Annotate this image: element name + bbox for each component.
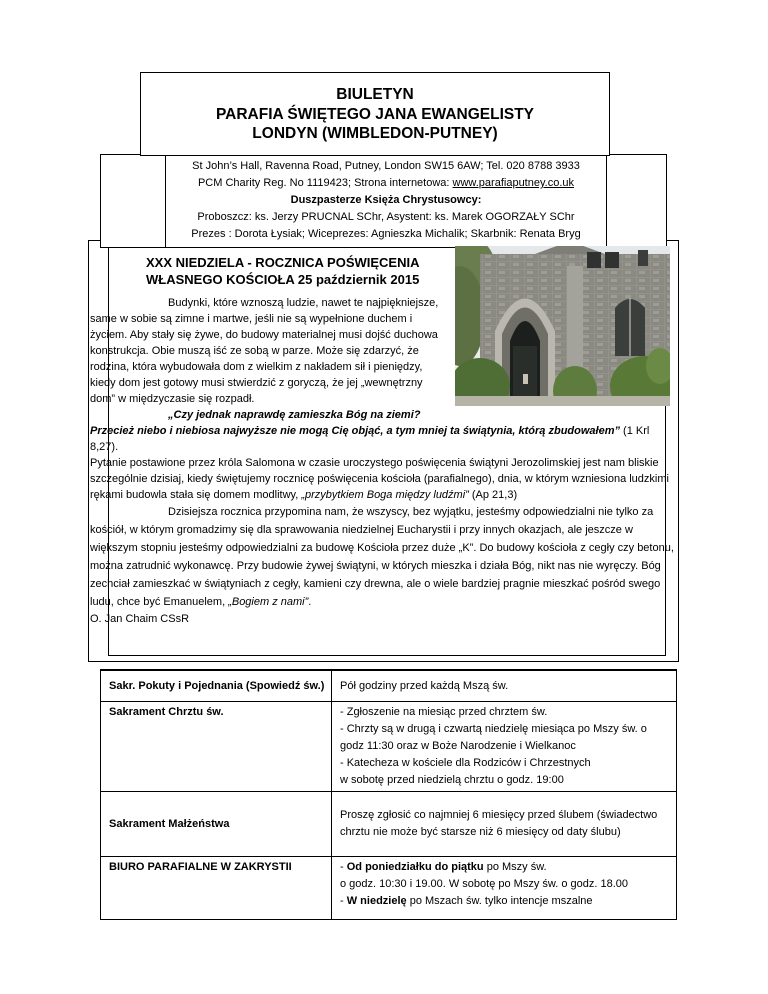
row-label: Sakrament Chrztu św. (101, 702, 332, 792)
para3-italic: „Bogiem z nami” (228, 596, 309, 608)
para2-italic: „przybytkiem Boga między ludźmi” (301, 489, 469, 501)
office-hours-weekday: - Od poniedziałku do piątku po Mszy św. (340, 861, 547, 873)
sacraments-table (100, 669, 677, 920)
charity-text: PCM Charity Reg. No 1119423; Strona internetowa: (197, 177, 453, 189)
article-paragraph-3 (90, 503, 674, 611)
row-label: Sakr. Pokuty i Pojednania (Spowiedź św.) (101, 670, 332, 702)
charity-line (166, 175, 606, 192)
quote-line-1: „Czy jednak naprawdę zamieszka Bóg na ziemi? (168, 409, 421, 421)
table-row (101, 702, 677, 792)
council-line: Prezes : Dorota Łysiak; Wiceprezes: Agnieszka Michalik; Skarbnik: Renata Bryg (191, 228, 581, 240)
parish-name: PARAFIA ŚWIĘTEGO JANA EWANGELISTY (215, 105, 535, 123)
website-link[interactable]: www.parafiaputney.co.uk (452, 177, 575, 189)
quote-reference: (1 Krl 8,27). (90, 425, 650, 453)
para2-text: Pytanie postawione przez króla Salomona w czasie uroczystego poświęcenia świątyni Jerozolimskiej jest nam bliskie szczególnie dzisiaj, kiedy świętujemy rocznicę poświęcenia kościoła (parafialnego), dnia, w którym wzniesiona ludzkimi rękami budowla stała się domem modlitwy, (90, 457, 669, 501)
article-title-line2: WŁASNEGO KOŚCIOŁA 25 październik 2015 (146, 272, 420, 287)
office-hours-sunday: - W niedzielę po Mszach św. tylko intencje mszalne (340, 895, 593, 907)
row-line: - Katecheza w kościele dla Rodziców i Chrzestnych (340, 757, 591, 769)
article (88, 246, 676, 656)
address-line: St John’s Hall, Ravenna Road, Putney, London SW15 6AW; Tel. 020 8788 3933 (192, 160, 580, 172)
article-signature: O. Jan Chaim CSsR (90, 613, 190, 625)
row-label: Sakrament Małżeństwa (101, 792, 332, 857)
row-line: - Zgłoszenie na miesiąc przed chrztem św. (340, 706, 548, 718)
quote-line-2 (90, 423, 674, 455)
bulletin-title: BIULETYN (336, 86, 414, 103)
article-body (90, 407, 674, 627)
parish-info-box (100, 154, 667, 248)
row-line: w sobotę przed niedzielą chrztu o godz. 19:00 (340, 774, 564, 786)
article-paragraph-1: Budynki, które wznoszą ludzie, nawet te najpiękniejsze, same w sobie są zimne i martwe, jeśli nie są wypełnione duchem i życiem. Aby stały się żywe, do budowy materialnej musi dojść duchowa konstrukcja. Obie muszą iść ze sobą w parze. Może się zdarzyć, że rodzina, która wybudowała dom z wielkim z nakładem sił i pieniędzy, kiedy dom jest gotowy musi stwierdzić z goryczą, że jej „wewnętrzny dom” w międzyczasie się rozpadł. (90, 297, 439, 405)
parish-info-inner (165, 155, 607, 247)
table-row (101, 857, 677, 920)
row-value: Pół godziny przed każdą Mszą św. (332, 670, 677, 702)
church-door-illustration (455, 246, 670, 406)
para2-reference: (Ap 21,3) (468, 489, 518, 501)
parish-location: LONDYN (WIMBLEDON-PUTNEY) (252, 125, 498, 142)
article-title (146, 254, 420, 288)
article-title-line1: XXX NIEDZIELA - ROCZNICA POŚWIĘCENIA (146, 255, 420, 270)
para3-text: Dzisiejsza rocznica przypomina nam, że wszyscy, bez wyjątku, jesteśmy odpowiedzialni nie tylko za kościół, w którym gromadzimy się dla sprawowania niedzielnej Eucharystii i przy innych okazjach, ale jeszcze w większym stopniu jesteśmy odpowiedzialni za budowę Kościoła przez duże „K”. Do budowy kościoła z cegły czy betonu, można zatrudnić wykonawcę. Przy budowie żywej świątyni, w których mieszka i działa Bóg, nikt nas nie wyręczy. Bóg zechciał zamieszkać w świątyniach z cegły, kamieni czy drewna, ale o wiele bardziej pragnie mieszkać pośród swego ludu, chce być Emanuelem, (90, 506, 674, 608)
pastors-heading: Duszpasterze Księża Chrystusowcy: (290, 194, 482, 206)
row-value (332, 857, 677, 920)
row-line: - Chrzty są w drugą i czwartą niedzielę miesiąca po Mszy św. o godz 11:30 oraz w Boże Narodzenie i Wielkanoc (340, 723, 647, 752)
pastors-line: Proboszcz: ks. Jerzy PRUCNAL SChr, Asystent: ks. Marek OGORZAŁY SChr (197, 211, 575, 223)
office-hours-times: o godz. 10:30 i 19.00. W sobotę po Mszy św. o godz. 18.00 (340, 878, 629, 890)
quote-text: Przecież niebo i niebiosa najwyższe nie mogą Cię objąć, a tym mniej ta świątynia, którą zbudowałem” (90, 425, 620, 437)
table-row (101, 670, 677, 702)
para3-end: . (308, 596, 312, 608)
church-photo (455, 246, 670, 406)
row-label: BIURO PARAFIALNE W ZAKRYSTII (101, 857, 332, 920)
article-paragraph-2 (90, 455, 674, 503)
office-weekday-bold: Od poniedziałku do piątku (346, 861, 484, 873)
table-row (101, 792, 677, 857)
bulletin-title-box (140, 72, 610, 156)
row-value: Proszę zgłosić co najmniej 6 miesięcy przed ślubem (świadectwo chrztu nie może być starsze niż 6 miesięcy od daty ślubu) (332, 792, 677, 857)
office-sunday-bold: W niedzielę (346, 895, 407, 907)
row-value (332, 702, 677, 792)
